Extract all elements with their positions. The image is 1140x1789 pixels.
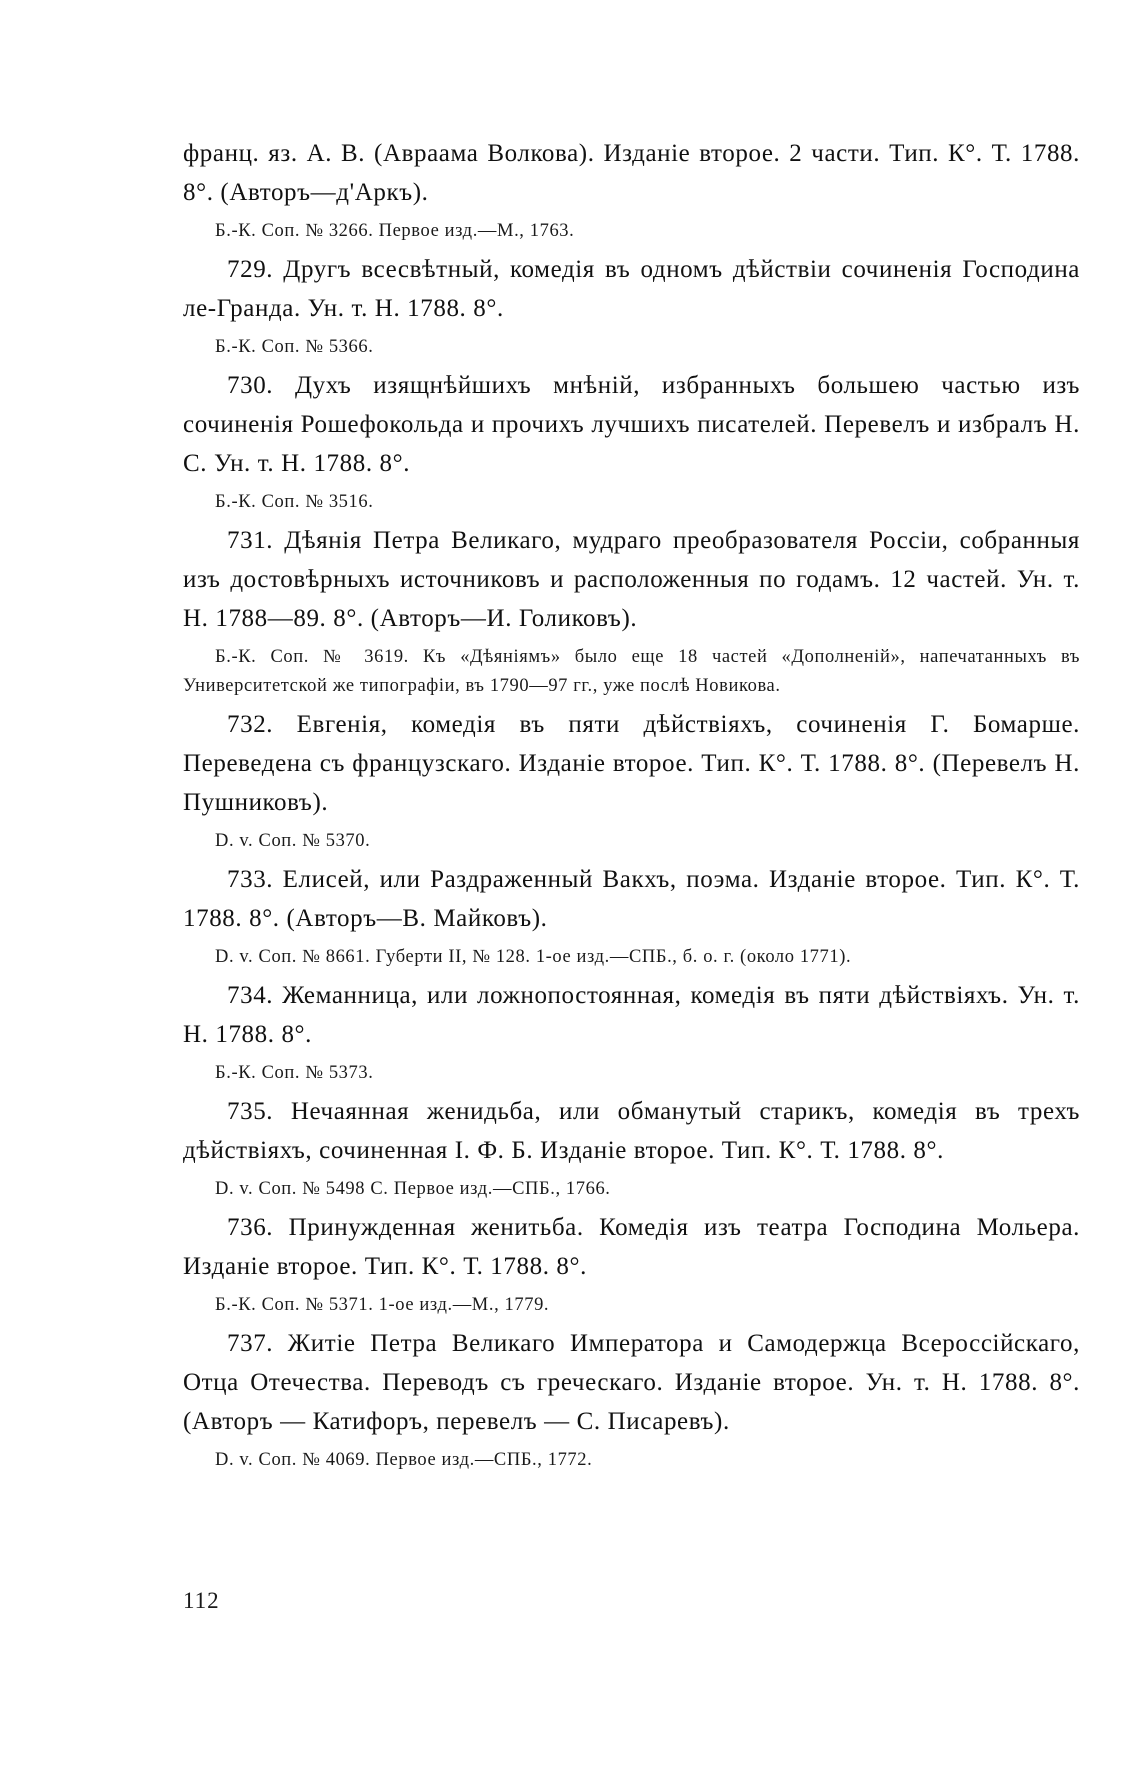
entry-737-text: 737. Житіе Петра Великаго Императора и Самодержца Всероссійскаго, Отца Отечества. Переводъ съ греческаго. Изданіе второе. Ун. т. Н. 1788. 8°. (Авторъ — Катифоръ, перевелъ — С. Писаревъ).	[183, 1330, 1080, 1435]
entry-731-note: Б.-К. Соп. № 3619. Къ «Дѣяніямъ» было еще 18 частей «Дополненій», напечатанныхъ въ Университетской же типографіи, въ 1790—97 гг., уже послѣ Новикова.	[183, 647, 1080, 696]
entry-735-note: D. v. Соп. № 5498 С. Первое изд.—СПБ., 1766.	[215, 1179, 611, 1199]
entry-733-note: D. v. Соп. № 8661. Губерти II, № 128. 1-ое изд.—СПБ., б. о. г. (около 1771).	[215, 947, 852, 967]
entry-continuation-text: франц. яз. А. В. (Авраама Волкова). Изданіе второе. 2 части. Тип. К°. Т. 1788. 8°. (Авторъ—д'Аркъ).	[183, 140, 1080, 206]
entry-734-text: 734. Жеманница, или ложнопостоянная, комедія въ пяти дѣйствіяхъ. Ун. т. Н. 1788. 8°.	[183, 982, 1080, 1048]
entry-729-note: Б.-К. Соп. № 5366.	[215, 337, 374, 357]
bibliography-text	[183, 134, 1080, 1479]
entry-734-note: Б.-К. Соп. № 5373.	[215, 1063, 374, 1083]
entry-732-note: D. v. Соп. № 5370.	[215, 831, 371, 851]
entry-737-note: D. v. Соп. № 4069. Первое изд.—СПБ., 1772.	[215, 1450, 593, 1470]
page-number: 112	[183, 1588, 220, 1613]
entry-continuation-note: Б.-К. Соп. № 3266. Первое изд.—М., 1763.	[215, 221, 575, 241]
entry-731-text: 731. Дѣянія Петра Великаго, мудраго преобразователя Россіи, собранныя изъ достовѣрныхъ источниковъ и расположенныя по годамъ. 12 частей. Ун. т. Н. 1788—89. 8°. (Авторъ—И. Голиковъ).	[183, 527, 1080, 632]
entry-729-text: 729. Другъ всесвѣтный, комедія въ одномъ дѣйствіи сочиненія Господина ле-Гранда. Ун. т. Н. 1788. 8°.	[183, 256, 1080, 322]
entry-736-text: 736. Принужденная женитьба. Комедія изъ театра Господина Мольера. Изданіе второе. Тип. К°. Т. 1788. 8°.	[183, 1214, 1080, 1280]
entry-730-note: Б.-К. Соп. № 3516.	[215, 492, 374, 512]
entry-735-text: 735. Нечаянная женидьба, или обманутый старикъ, комедія въ трехъ дѣйствіяхъ, сочиненная І. Ф. Б. Изданіе второе. Тип. К°. Т. 1788. 8°.	[183, 1098, 1080, 1164]
entry-736-note: Б.-К. Соп. № 5371. 1-ое изд.—М., 1779.	[215, 1295, 550, 1315]
entry-730-text: 730. Духъ изящнѣйшихъ мнѣній, избранныхъ большею частью изъ сочиненія Рошефокольда и прочихъ лучшихъ писателей. Перевелъ и избралъ Н. С. Ун. т. Н. 1788. 8°.	[183, 372, 1080, 477]
entry-732-text: 732. Евгенія, комедія въ пяти дѣйствіяхъ, сочиненія Г. Бомарше. Переведена съ французскаго. Изданіе второе. Тип. К°. Т. 1788. 8°. (Перевелъ Н. Пушниковъ).	[183, 711, 1080, 816]
entry-733-text: 733. Елисей, или Раздраженный Вакхъ, поэма. Изданіе второе. Тип. К°. Т. 1788. 8°. (Авторъ—В. Майковъ).	[183, 866, 1080, 932]
